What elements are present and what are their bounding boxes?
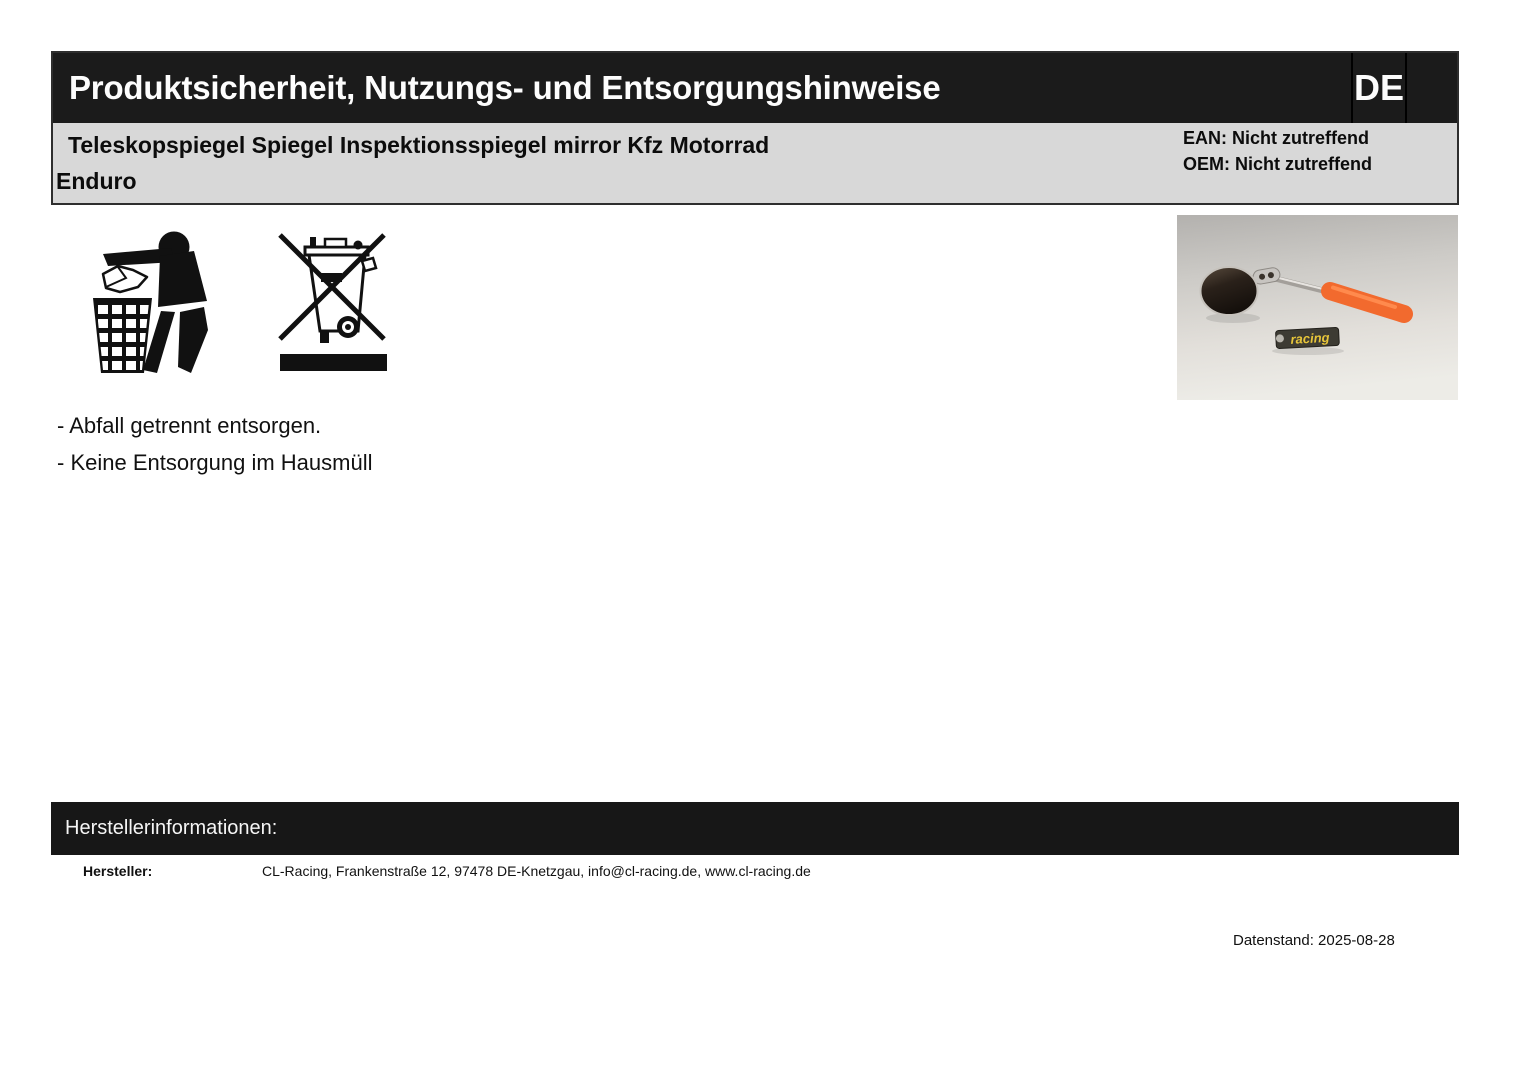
tidyman-litter-disposal-icon	[92, 227, 208, 373]
disposal-note: - Keine Entsorgung im Hausmüll	[57, 450, 373, 475]
product-identifiers	[1183, 125, 1372, 177]
brand-badge-text: racing	[1290, 329, 1330, 347]
header-block	[51, 51, 1459, 205]
disposal-notes	[57, 407, 372, 481]
oem-value: OEM: Nicht zutreffend	[1183, 154, 1372, 174]
manufacturer-heading-bar	[51, 802, 1459, 855]
mirror-glass	[1201, 267, 1258, 315]
product-photo	[1177, 215, 1458, 400]
disposal-note: - Abfall getrennt entsorgen.	[57, 413, 322, 438]
weee-bar	[280, 354, 387, 371]
bin-lid-handle	[325, 239, 346, 247]
datenstand-text: Datenstand: 2025-08-28	[1233, 932, 1395, 949]
manufacturer-label: Hersteller:	[83, 863, 153, 879]
title-bar-filler	[1407, 53, 1457, 123]
bin-wheel-hub	[345, 324, 351, 330]
bin-top-post	[310, 237, 316, 247]
brand-badge	[1276, 327, 1340, 348]
bin-foot	[320, 331, 329, 343]
title-bar	[53, 53, 1457, 123]
language-badge: DE	[1351, 53, 1407, 123]
product-name-line-1: Teleskopspiegel Spiegel Inspektionsspiegel mirror Kfz Motorrad	[68, 132, 770, 158]
manufacturer-heading: Herstellerinformationen:	[65, 817, 278, 839]
page-title: Produktsicherheit, Nutzungs- und Entsorgungshinweise	[69, 69, 941, 106]
bin-side-tag	[362, 258, 376, 271]
product-name-line-2: Enduro	[56, 168, 137, 194]
manufacturer-value: CL-Racing, Frankenstraße 12, 97478 DE-Knetzgau, info@cl-racing.de, www.cl-racing.de	[262, 863, 811, 879]
tidyman-torso	[158, 251, 207, 307]
product-header	[53, 123, 1457, 203]
tidyman-back-leg	[178, 307, 208, 373]
ean-value: EAN: Nicht zutreffend	[1183, 128, 1369, 148]
weee-crossed-out-wheelie-bin-icon	[278, 227, 388, 373]
bin-lid-knob	[354, 241, 363, 250]
